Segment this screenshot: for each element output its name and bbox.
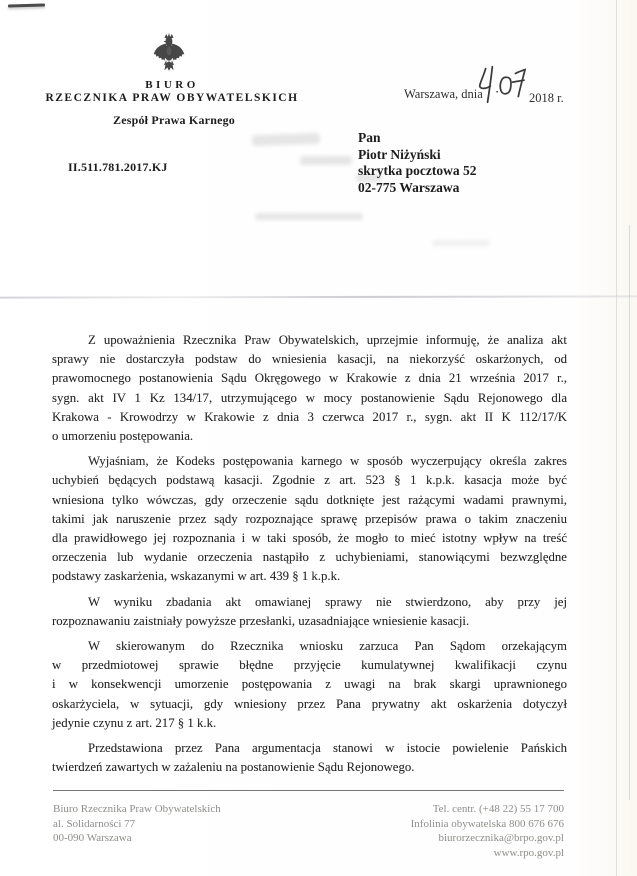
body-line: Wyjaśniam, że Kodeks postępowania karnego w sposób wyczerpujący określa zakres: [88, 454, 567, 469]
footer-address-block: [53, 802, 221, 860]
body-line: twierdzeń zawartych w zażaleniu na postanowienie Sądu Rejonowego.: [52, 760, 415, 775]
recipient-address-block: [358, 130, 477, 196]
body-line: oskarżyciela, w sytuacji, gdy wniesiony przez Pana prywatny akt oskarżenia dotyczył: [52, 696, 567, 711]
body-line: w przedmiotowej sprawie błędne przyjęcie kumulatywnej kwalifikacji czynu: [52, 658, 567, 673]
body-line: podstawy zaskarżenia, wskazanymi w art. 439 § 1 k.p.k.: [52, 569, 341, 584]
footer-office-name: Biuro Rzecznika Praw Obywatelskich: [53, 803, 221, 815]
body-line: prawomocnego postanowienia Sądu Okręgowego w Krakowie z dnia 21 września 2017 r.,: [52, 371, 567, 386]
office-name-line1: BIURO: [145, 79, 199, 91]
scan-artifact-line: [8, 3, 45, 7]
body-line: sygn. akt IV 1 Kz 134/17, utrzymującego w mocy postanowienie Sądu Rejonowego dla: [52, 390, 567, 405]
footer-street: al. Solidarności 77: [53, 817, 136, 830]
footer-infoline: Infolinia obywatelska 800 676 676: [410, 817, 564, 830]
letterhead: [28, 79, 316, 104]
recipient-salutation: Pan: [358, 130, 381, 145]
body-line: orzeczenia lub wydanie orzeczenia nastąpiło z uchybieniami, stanowiącymi bezwzględne: [52, 550, 567, 565]
paragraph-5: [52, 739, 567, 777]
body-line: W wyniku zbadania akt omawianej sprawy nie stwierdzono, aby przy jej: [88, 594, 567, 609]
footer: [53, 802, 564, 860]
date-place-prefix: Warszawa, dnia: [404, 87, 483, 101]
reference-number: II.511.781.2017.KJ: [68, 160, 168, 174]
recipient-po-box: skrytka pocztowa 52: [358, 163, 477, 178]
ink-bleed-smudge: [432, 240, 490, 246]
paragraph-4: [52, 637, 567, 733]
ink-bleed-smudge: [300, 156, 352, 165]
footer-phone: Tel. centr. (+48 22) 55 17 700: [432, 803, 564, 815]
ink-bleed-smudge: [252, 133, 320, 146]
polish-eagle-emblem-icon: [152, 31, 186, 79]
body-line: Z upoważnienia Rzecznika Praw Obywatelskich, uprzejmie informuję, że analiza akt: [88, 333, 567, 347]
paragraph-3: [52, 593, 567, 631]
office-name-line2: RZECZNIKA PRAW OBYWATELSKICH: [45, 92, 299, 104]
body-line: jedynie czynu z art. 217 § 1 k.k.: [52, 715, 217, 730]
scan-edge-line: [616, 0, 617, 876]
footer-city: 00-090 Warszawa: [53, 832, 132, 845]
paragraph-2: [52, 452, 567, 586]
ink-bleed-smudge: [255, 213, 363, 220]
department-name: Zespół Prawa Karnego: [113, 113, 235, 127]
body-line: rozpoznawaniu zaistniały powyższe przesłanki, uzasadniające wniesienie kasacji.: [52, 613, 470, 628]
footer-website: www.rpo.gov.pl: [493, 846, 564, 859]
body-line: Przedstawiona przez Pana argumentacja stanowi w istocie powielenie Pańskich: [88, 741, 567, 756]
scan-edge-streak: [629, 225, 630, 800]
body-line: takimi jak naruszenie przez sądy rozpoznające sprawę przepisów prawa o takim znaczeniu: [52, 511, 567, 526]
body-line: sprawy nie dostarczyła podstaw do wniesienia kasacji, na niekorzyść oskarżonych, od: [52, 352, 567, 367]
footer-divider: [53, 790, 564, 791]
paper-fold-line: [0, 295, 637, 298]
body-line: uchybień będących podstawą kasacji. Zgodnie z art. 523 § 1 k.p.k. kasacja może być: [52, 473, 567, 488]
body-line: i w konsekwencji umorzenie postępowania z uwagi na brak skargi uprawnionego: [52, 677, 567, 692]
body-line: W skierowanym do Rzecznika wniosku zarzuca Pan Sądom orzekającym: [88, 639, 567, 654]
paragraph-1: [52, 331, 567, 446]
handwritten-date: [476, 64, 526, 106]
recipient-city: 02-775 Warszawa: [358, 179, 460, 195]
body-line: Krakowa - Krowodrzy w Krakowie z dnia 3 czerwca 2017 r., sygn. akt II K 112/17/K: [52, 409, 567, 424]
letter-body: [52, 331, 567, 783]
body-line: dla prawidłowego jej rozpoznania i w taki sposób, że mogło to mieć istotny wpływ na treść: [52, 531, 567, 546]
date-year-suffix: 2018 r.: [529, 91, 564, 105]
recipient-name: Piotr Niżyński: [358, 146, 441, 162]
footer-email: biurorzecznika@brpo.gov.pl: [438, 832, 564, 845]
footer-contact-block: [411, 802, 564, 860]
body-line: o umorzeniu postępowania.: [52, 429, 194, 444]
body-line: wniesiona tylko wówczas, gdy orzeczenie sądu dotknięte jest rażącymi wadami prawnymi,: [52, 492, 567, 507]
